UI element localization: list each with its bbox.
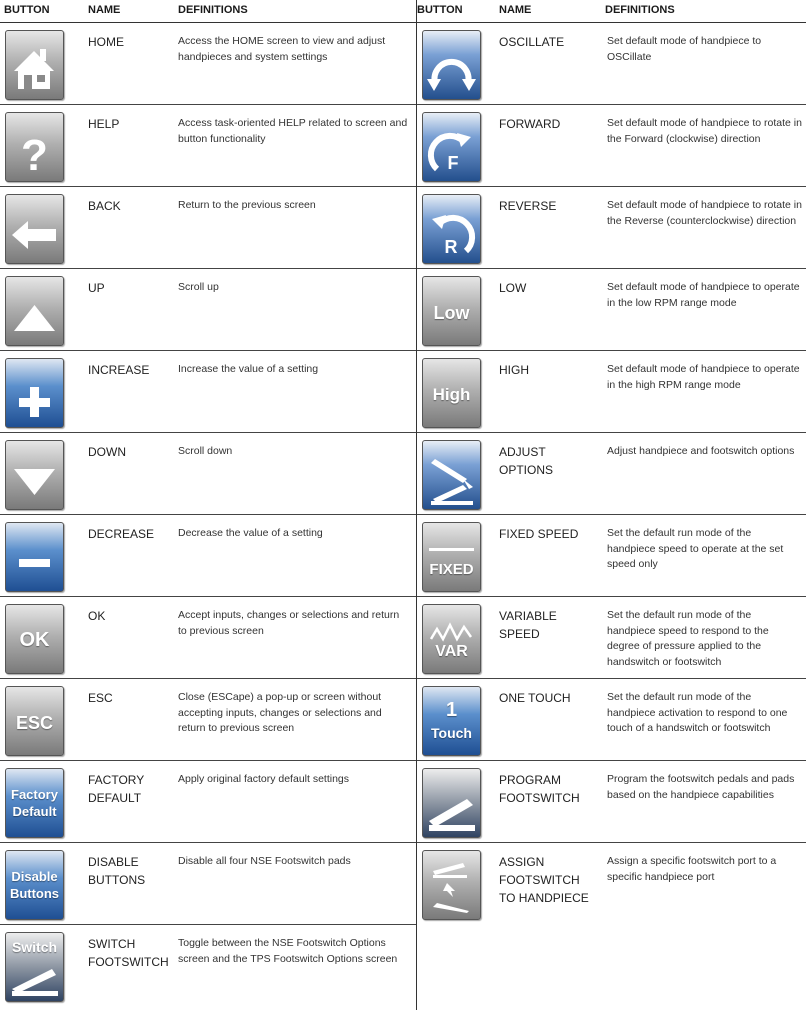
ok-button[interactable] xyxy=(5,604,64,674)
row-definition: Program the footswitch pedals and pads based on the handpiece capabilities xyxy=(607,773,795,801)
row-name: HELP xyxy=(88,117,120,131)
row-definition: Increase the value of a setting xyxy=(178,363,319,375)
row-definition: Scroll up xyxy=(178,281,219,293)
row-name: FORWARD xyxy=(499,117,561,131)
header-name: NAME xyxy=(499,4,532,16)
row-definition: Set the default run mode of the handpiece speed to respond to the degree of pressure applied to the handswitch or footswitch xyxy=(607,609,769,668)
row-definition: Decrease the value of a setting xyxy=(178,527,323,539)
table-row xyxy=(0,843,416,925)
table-row xyxy=(0,433,416,515)
forward-icon-label: F xyxy=(447,153,459,173)
row-name: HIGH xyxy=(499,363,529,377)
row-definition: Adjust handpiece and footswitch options xyxy=(607,445,795,457)
svg-text:?: ? xyxy=(21,131,48,180)
row-definition: Set default mode of handpiece to operate in the high RPM range mode xyxy=(607,363,800,391)
clockwise-arrow-icon xyxy=(423,113,480,181)
row-name: SWITCH FOOTSWITCH xyxy=(88,937,169,969)
reverse-button[interactable] xyxy=(422,194,481,264)
row-name: INCREASE xyxy=(88,363,150,377)
table-row xyxy=(0,105,416,187)
row-name: FIXED SPEED xyxy=(499,527,579,541)
row-name: OSCILLATE xyxy=(499,35,565,49)
table-row xyxy=(417,761,806,843)
header-name: NAME xyxy=(88,4,121,16)
row-definition: Set default mode of handpiece to rotate in the Forward (clockwise) direction xyxy=(607,117,802,145)
minus-icon xyxy=(6,523,63,591)
table-row xyxy=(0,679,416,761)
up-button[interactable] xyxy=(5,276,64,346)
ok-button-label: OK xyxy=(19,629,50,651)
esc-button-label: ESC xyxy=(15,713,53,733)
right-column xyxy=(417,0,806,924)
table-row xyxy=(417,597,806,679)
row-definition: Set the default run mode of the handpiece speed to operate at the set speed only xyxy=(607,527,784,570)
handpiece-footswitch-icon xyxy=(423,441,480,509)
table-row xyxy=(417,187,806,269)
table-row xyxy=(417,351,806,433)
header-button: BUTTON xyxy=(417,4,463,16)
esc-button[interactable] xyxy=(5,686,64,756)
low-button[interactable] xyxy=(422,276,481,346)
row-name: DISABLE BUTTONS xyxy=(88,855,146,887)
down-arrow-icon xyxy=(6,441,63,509)
row-name: DOWN xyxy=(88,445,126,459)
decrease-button[interactable] xyxy=(5,522,64,592)
table-row xyxy=(417,23,806,105)
one-touch-label-line2: Touch xyxy=(431,725,472,741)
adjust-options-button[interactable] xyxy=(422,440,481,510)
row-name: ASSIGN FOOTSWITCH TO HANDPIECE xyxy=(499,855,589,905)
var-button-label: VAR xyxy=(435,643,468,660)
row-definition: Close (ESCape) a pop-up or screen without accepting inputs, changes or selections and return to previous screen xyxy=(178,691,382,734)
table-row xyxy=(0,515,416,597)
oscillate-arrows-icon xyxy=(423,31,480,99)
row-name: LOW xyxy=(499,281,527,295)
row-definition: Accept inputs, changes or selections and return to previous screen xyxy=(178,609,400,637)
row-name: VARIABLE SPEED xyxy=(499,609,557,641)
high-button[interactable] xyxy=(422,358,481,428)
disable-buttons-label-line2: Buttons xyxy=(9,886,60,901)
table-row xyxy=(0,269,416,351)
fixed-line-icon xyxy=(423,523,480,591)
row-name: ADJUST OPTIONS xyxy=(499,445,554,477)
back-button[interactable] xyxy=(5,194,64,264)
row-name: REVERSE xyxy=(499,199,557,213)
table-row xyxy=(417,843,806,924)
row-definition: Set default mode of handpiece to OSCillate xyxy=(607,35,762,63)
table-row xyxy=(0,925,416,1006)
fixed-button-label: FIXED xyxy=(429,561,474,578)
table-header xyxy=(417,0,806,23)
variable-speed-button[interactable] xyxy=(422,604,481,674)
row-definition: Access the HOME screen to view and adjust handpieces and system settings xyxy=(178,35,386,63)
row-definition: Apply original factory default settings xyxy=(178,773,350,785)
row-definition: Set the default run mode of the handpiece activation to respond to one touch of a handswitch or footswitch xyxy=(607,691,788,734)
factory-default-button[interactable] xyxy=(5,768,64,838)
table-header xyxy=(0,0,416,23)
program-footswitch-button[interactable] xyxy=(422,768,481,838)
home-button[interactable] xyxy=(5,30,64,100)
high-button-label: High xyxy=(432,385,471,404)
row-definition: Disable all four NSE Footswitch pads xyxy=(178,855,351,867)
increase-button[interactable] xyxy=(5,358,64,428)
row-definition: Scroll down xyxy=(178,445,233,457)
row-definition: Set default mode of handpiece to operate in the low RPM range mode xyxy=(607,281,800,309)
footswitch-pedal-icon xyxy=(6,933,63,1001)
row-name: UP xyxy=(88,281,105,295)
header-definitions: DEFINITIONS xyxy=(605,4,675,16)
disable-buttons-button[interactable] xyxy=(5,850,64,920)
assign-footswitch-handpiece-icon xyxy=(423,851,480,919)
table-row xyxy=(0,597,416,679)
header-button: BUTTON xyxy=(4,4,50,16)
row-name: ESC xyxy=(88,691,113,705)
row-name: BACK xyxy=(88,199,121,213)
row-definition: Assign a specific footswitch port to a specific handpiece port xyxy=(607,855,777,883)
table-row xyxy=(417,679,806,761)
oscillate-button[interactable] xyxy=(422,30,481,100)
disable-buttons-label-line1: Disable xyxy=(11,869,58,884)
question-mark-icon xyxy=(6,113,63,181)
wave-icon xyxy=(423,605,480,673)
row-name: FACTORY DEFAULT xyxy=(88,773,145,805)
row-definition: Return to the previous screen xyxy=(178,199,316,211)
row-name: PROGRAM FOOTSWITCH xyxy=(499,773,580,805)
assign-footswitch-button[interactable] xyxy=(422,850,481,920)
factory-default-label-line1: Factory xyxy=(11,787,58,802)
table-row xyxy=(0,23,416,105)
reverse-icon-label: R xyxy=(444,237,458,257)
factory-default-label-line2: Default xyxy=(12,804,57,819)
table-row xyxy=(0,187,416,269)
row-definition: Toggle between the NSE Footswitch Options screen and the TPS Footswitch Options screen xyxy=(178,937,398,965)
row-name: DECREASE xyxy=(88,527,155,541)
home-icon xyxy=(6,31,63,99)
header-definitions: DEFINITIONS xyxy=(178,4,248,16)
help-button[interactable] xyxy=(5,112,64,182)
plus-icon xyxy=(6,359,63,427)
one-touch-label-line1: 1 xyxy=(445,699,458,721)
row-name: HOME xyxy=(88,35,124,49)
row-definition: Set default mode of handpiece to rotate in the Reverse (counterclockwise) direction xyxy=(607,199,802,227)
table-row xyxy=(417,433,806,515)
table-row xyxy=(0,351,416,433)
fixed-speed-button[interactable] xyxy=(422,522,481,592)
footswitch-pedal-icon xyxy=(423,769,480,837)
table-row xyxy=(417,515,806,597)
back-arrow-icon xyxy=(6,195,63,263)
down-button[interactable] xyxy=(5,440,64,510)
table-row xyxy=(417,269,806,351)
switch-button-label: Switch xyxy=(11,939,58,955)
row-name: ONE TOUCH xyxy=(499,691,571,705)
one-touch-button[interactable] xyxy=(422,686,481,756)
row-name: OK xyxy=(88,609,106,623)
low-button-label: Low xyxy=(433,303,470,323)
counterclockwise-arrow-icon xyxy=(423,195,480,263)
table-row xyxy=(0,761,416,843)
table-row xyxy=(417,105,806,187)
row-definition: Access task-oriented HELP related to screen and button functionality xyxy=(178,117,408,145)
up-arrow-icon xyxy=(6,277,63,345)
switch-footswitch-button[interactable] xyxy=(5,932,64,1002)
forward-button[interactable] xyxy=(422,112,481,182)
